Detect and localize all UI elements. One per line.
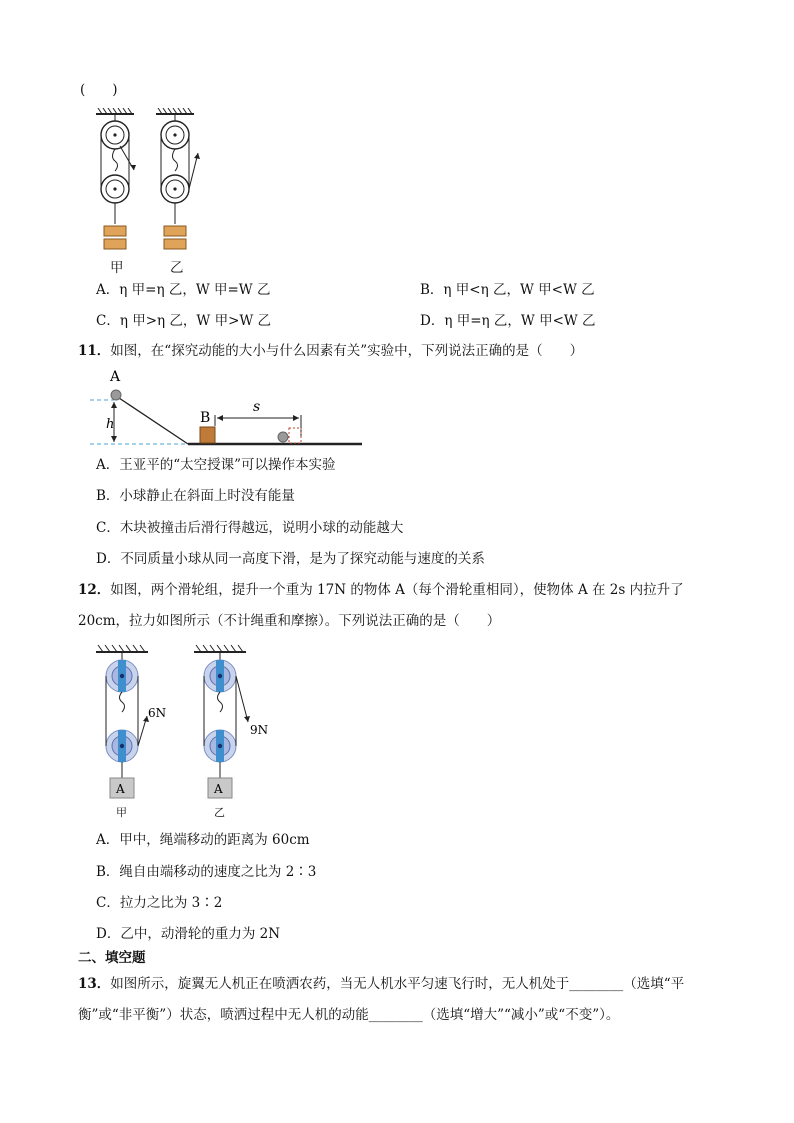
q10-option-d [420,311,596,331]
q12-stem-line1 [78,580,684,600]
option-letter: C． [96,520,120,536]
q13-line2: 衡”或“非平衡”）状态，喷洒过程中无人机的动能________（选填“增大”“减小”或“不变”）。 [78,1007,620,1023]
option-text: 不同质量小球从同一高度下滑，是为了探究动能与速度的关系 [120,551,485,567]
option-letter: B． [96,488,120,504]
question-number: 13． [78,976,111,992]
option-letter: D． [96,926,121,942]
q11-option-a [96,455,336,475]
option-letter: D． [96,551,121,567]
q12-pulley-figure [94,642,284,802]
option-letter: D． [420,313,445,329]
block-a-label-yi: A [214,782,223,796]
option-text: η 甲=η 乙，W 甲=W 乙 [119,282,271,298]
option-text: 王亚平的“太空授课”可以操作本实验 [119,457,336,473]
ball-a-label: A [110,369,121,385]
option-letter: A． [96,282,120,298]
q10-option-c [96,311,271,331]
option-letter: C． [96,313,120,329]
option-text: 乙中，动滑轮的重力为 2N [120,926,281,942]
force-jia-label: 6N [148,706,167,720]
q12-option-b [96,862,316,882]
question-text: 如图，在“探究动能的大小与什么因素有关”实验中，下列说法正确的是（ ） [110,343,584,359]
q11-option-c [96,518,403,538]
q10-answer-bracket: ( ) [80,82,118,98]
q12-label-yi: 乙 [214,806,225,819]
option-text: η 甲>η 乙，W 甲>W 乙 [119,313,272,329]
q11-option-d [96,549,485,569]
q13-line1 [78,974,684,994]
option-text: η 甲<η 乙，W 甲<W 乙 [443,282,595,298]
question-number: 11． [78,343,111,359]
q10-option-a [96,280,270,300]
option-text: 小球静止在斜面上时没有能量 [119,488,295,504]
option-letter: A． [96,832,120,848]
option-text: 木块被撞击后滑行得越远，说明小球的动能越大 [119,520,404,536]
q11-incline-figure [90,366,365,448]
option-text: 甲中，绳端移动的距离为 60cm [119,832,310,848]
question-text: 如图所示，旋翼无人机正在喷洒农药，当无人机水平匀速飞行时，无人机处于________（选填“平 [110,976,685,992]
q12-option-d [96,924,280,944]
question-number: 12． [78,582,111,598]
q10-option-b [420,280,595,300]
option-letter: C． [96,895,120,911]
option-letter: B． [96,864,120,880]
option-letter: A． [96,457,120,473]
height-h-label: h [106,417,115,432]
q12-option-c [96,893,222,913]
q12-option-a [96,830,310,850]
q12-label-jia: 甲 [116,806,127,819]
option-text: 拉力之比为 3∶2 [119,895,223,911]
option-letter: B． [420,282,444,298]
q11-stem [78,341,583,361]
section-title: 二、填空题 [78,950,146,966]
q10-label-jia: 甲 [110,260,124,276]
q12-stem-line2: 20cm，拉力如图所示（不计绳重和摩擦）。下列说法正确的是（ ） [78,613,501,629]
block-a-label-jia: A [116,782,125,796]
option-text: 绳自由端移动的速度之比为 2∶3 [119,864,317,880]
q11-option-b [96,486,295,506]
q10-label-yi: 乙 [170,260,184,276]
option-text: η 甲=η 乙，W 甲<W 乙 [444,313,596,329]
question-text: 如图，两个滑轮组，提升一个重为 17N 的物体 A（每个滑轮重相同），使物体 A 在 2s 内拉升了 [110,582,684,598]
q10-pulley-figure [90,108,220,278]
distance-s-label: s [253,399,261,415]
force-yi-label: 9N [250,723,269,737]
block-b-label: B [200,410,211,426]
